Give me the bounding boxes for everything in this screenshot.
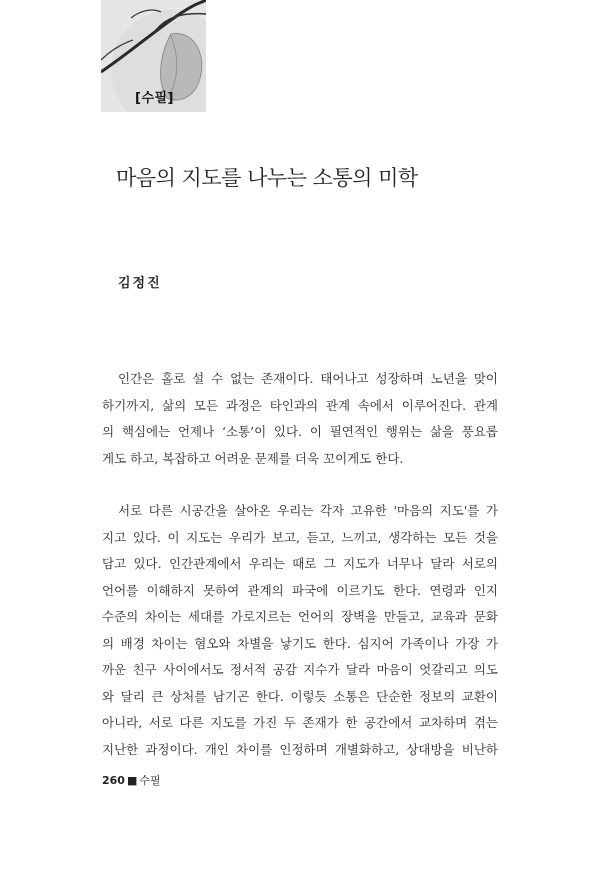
page-footer xyxy=(102,772,161,788)
text-line: 게도 하고, 복잡하고 어려운 문제를 더욱 꼬이게도 한다. xyxy=(102,450,404,466)
text-line: 언어를 이해하지 못하여 관계의 파국에 이르기도 한다. 연령과 인지 xyxy=(102,582,498,598)
text-line: 담고 있다. 인간관계에서 우리는 때로 그 지도가 너무나 달라 서로의 xyxy=(102,556,498,571)
text-line: 까운 친구 사이에서도 정서적 공감 지수가 달라 마음이 엇갈리고 의도 xyxy=(102,662,498,677)
text-line: 의 배경 차이는 혐오와 차별을 낳기도 한다. 심지어 가족이나 가장 가 xyxy=(102,635,498,651)
article-title: 마음의 지도를 나누는 소통의 미학 xyxy=(116,166,418,190)
text-line: 지고 있다. 이 지도는 우리가 보고, 듣고, 느끼고, 생각하는 모든 것을 xyxy=(102,529,498,545)
text-line: 하기까지, 삶의 모든 과정은 타인과의 관계 속에서 이루어진다. 관계 xyxy=(102,397,498,413)
footer-separator: ■ xyxy=(126,774,138,787)
paragraph-1 xyxy=(102,366,498,472)
text-line: 와 달리 큰 상처를 남기곤 한다. 이렇듯 소통은 단순한 정보의 교환이 xyxy=(102,688,498,704)
article-body xyxy=(102,366,498,763)
text-line: 수준의 차이는 세대를 가로지르는 언어의 장벽을 만들고, 교육과 문화 xyxy=(102,609,498,624)
author-name: 김정진 xyxy=(118,276,162,291)
text-line: 의 핵심에는 언제나 ‘소통’이 있다. 이 필연적인 행위는 삶을 풍요롭 xyxy=(102,424,498,439)
text-line: 아니라, 서로 다른 지도를 가진 두 존재가 한 공간에서 교차하며 겪는 xyxy=(102,715,498,730)
header-photo xyxy=(101,0,206,112)
paragraph-2 xyxy=(102,498,498,763)
text-line: 인간은 홀로 설 수 없는 존재이다. 태어나고 성장하며 노년을 맞이 xyxy=(118,371,498,386)
text-line: 서로 다른 시공간을 살아온 우리는 각자 고유한 '마음의 지도'를 가 xyxy=(118,503,498,518)
section-name: 수필 xyxy=(139,774,161,787)
text-line: 지난한 과정이다. 개인 차이를 인정하며 개별화하고, 상대방을 비난하 xyxy=(102,741,498,757)
category-label: [수필] xyxy=(135,91,174,106)
page-number: 260 xyxy=(102,774,125,787)
